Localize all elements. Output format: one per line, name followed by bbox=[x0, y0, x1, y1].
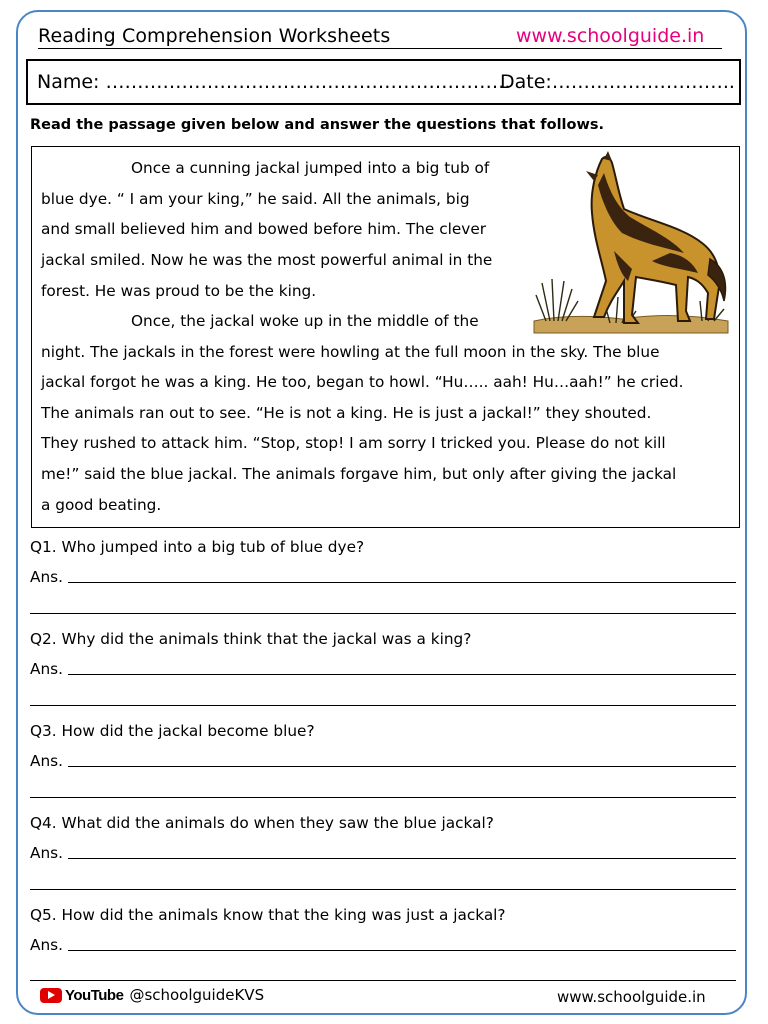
youtube-channel-link[interactable] bbox=[40, 986, 264, 1004]
passage-line: jackal smiled. Now he was the most powerful animal in the bbox=[41, 251, 493, 269]
passage-box bbox=[31, 146, 740, 528]
answer-label-2: Ans. bbox=[30, 660, 63, 678]
answer-line-5b[interactable] bbox=[30, 980, 736, 981]
passage-line: Once, the jackal woke up in the middle of the bbox=[131, 312, 479, 330]
passage-line: night. The jackals in the forest were howling at the full moon in the sky. The blue bbox=[41, 343, 660, 361]
answer-line-3b[interactable] bbox=[30, 797, 736, 798]
passage-line: forest. He was proud to be the king. bbox=[41, 282, 317, 300]
youtube-wordmark: YouTube bbox=[65, 986, 124, 1004]
passage-line: They rushed to attack him. “Stop, stop! I am sorry I tricked you. Please do not kill bbox=[41, 434, 666, 452]
worksheet-title: Reading Comprehension Worksheets bbox=[38, 24, 516, 49]
howling-jackal-illustration bbox=[532, 151, 730, 334]
answer-line-2[interactable] bbox=[68, 674, 736, 675]
passage-line: Once a cunning jackal jumped into a big tub of bbox=[131, 159, 490, 177]
answer-line-4b[interactable] bbox=[30, 889, 736, 890]
answer-line-1b[interactable] bbox=[30, 613, 736, 614]
answer-line-2b[interactable] bbox=[30, 705, 736, 706]
question-3: Q3. How did the jackal become blue? bbox=[30, 722, 315, 740]
passage-line: a good beating. bbox=[41, 496, 162, 514]
instruction-text: Read the passage given below and answer the questions that follows. bbox=[30, 117, 605, 133]
answer-label-3: Ans. bbox=[30, 752, 63, 770]
question-2: Q2. Why did the animals think that the jackal was a king? bbox=[30, 630, 472, 648]
youtube-icon bbox=[40, 988, 62, 1003]
answer-label-1: Ans. bbox=[30, 568, 63, 586]
passage-line: jackal forgot he was a king. He too, began to howl. “Hu….. aah! Hu…aah!” he cried. bbox=[41, 373, 684, 391]
answer-label-4: Ans. bbox=[30, 844, 63, 862]
answer-line-3[interactable] bbox=[68, 766, 736, 767]
passage-line: The animals ran out to see. “He is not a king. He is just a jackal!” they shouted. bbox=[41, 404, 652, 422]
name-date-box bbox=[26, 59, 741, 105]
passage-line: me!” said the blue jackal. The animals forgave him, but only after giving the jackal bbox=[41, 465, 677, 483]
question-5: Q5. How did the animals know that the king was just a jackal? bbox=[30, 906, 506, 924]
passage-line: and small believed him and bowed before him. The clever bbox=[41, 220, 487, 238]
youtube-handle: @schoolguideKVS bbox=[129, 986, 265, 1004]
question-4: Q4. What did the animals do when they saw the blue jackal? bbox=[30, 814, 494, 832]
answer-line-4[interactable] bbox=[68, 858, 736, 859]
passage-line: blue dye. “ I am your king,” he said. All the animals, big bbox=[41, 190, 470, 208]
footer-website-link[interactable]: www.schoolguide.in bbox=[557, 988, 706, 1006]
name-field-label: Name: ………………………………………………………. bbox=[37, 71, 511, 93]
date-field-label: Date:……………………….. bbox=[500, 71, 735, 93]
question-1: Q1. Who jumped into a big tub of blue dye? bbox=[30, 538, 365, 556]
answer-label-5: Ans. bbox=[30, 936, 63, 954]
answer-line-5[interactable] bbox=[68, 950, 736, 951]
answer-line-1[interactable] bbox=[68, 582, 736, 583]
header-website-link[interactable]: www.schoolguide.in bbox=[516, 24, 722, 49]
